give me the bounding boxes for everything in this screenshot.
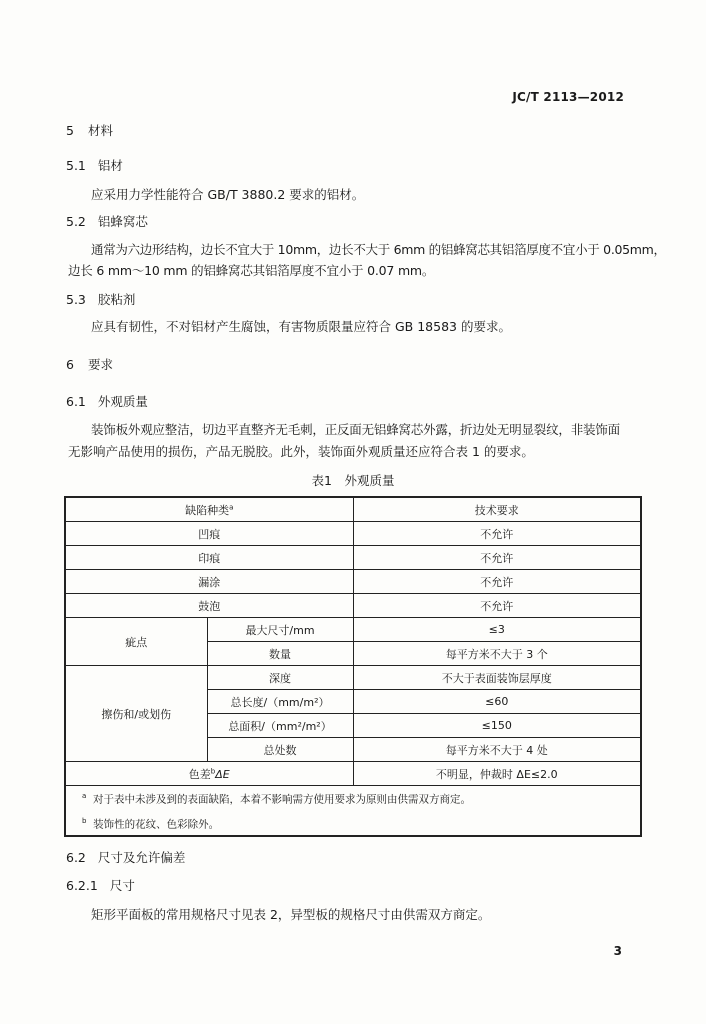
section-5-2-heading — [66, 212, 148, 230]
section-number: 5.3 — [66, 292, 86, 307]
requirement-cell: 不允许 — [353, 570, 641, 594]
footnote-text: 对于表中未涉及到的表面缺陷，本着不影响需方使用要求为原则由供需双方商定。 — [92, 793, 471, 806]
sub-item-cell: 最大尺寸/mm — [207, 618, 353, 642]
table-notes-row — [65, 786, 641, 837]
sub-item-cell: 总面积/（mm²/m²） — [207, 714, 353, 738]
defect-cell: 漏涂 — [65, 570, 353, 594]
section-6-1-text-line2: 无影响产品使用的损伤，产品无脱胶。此外，装饰面外观质量还应符合表 1 的要求。 — [68, 444, 534, 459]
section-number: 6.2 — [66, 850, 86, 865]
section-title: 铝蜂窝芯 — [97, 214, 148, 229]
table-header-row — [65, 497, 641, 522]
requirement-cell: ≤60 — [353, 690, 641, 714]
sub-item-cell: 总处数 — [207, 738, 353, 762]
section-number: 6.2.1 — [66, 878, 98, 893]
defect-cell: 凹痕 — [65, 522, 353, 546]
standard-code: JC/T 2113—2012 — [512, 90, 624, 104]
section-5-3-heading — [66, 290, 135, 308]
footnote-b — [82, 811, 640, 836]
footnote-text: 装饰性的花纹、色彩除外。 — [93, 818, 220, 830]
section-number: 5 — [66, 123, 74, 138]
section-6-2-1-heading — [66, 876, 135, 894]
header-defect-type — [65, 497, 353, 522]
header-requirement: 技术要求 — [353, 497, 641, 522]
defect-group-cell: 疵点 — [65, 618, 207, 666]
defect-cell: 印痕 — [65, 546, 353, 570]
requirement-cell: 每平方米不大于 4 处 — [353, 738, 641, 762]
requirement-cell: 不允许 — [353, 546, 641, 570]
table-row — [65, 522, 641, 546]
footnote-a — [82, 786, 640, 811]
section-number: 6 — [66, 357, 74, 372]
section-title: 尺寸 — [109, 878, 135, 893]
section-title: 材料 — [87, 123, 113, 138]
table-row — [65, 666, 641, 690]
defect-group-cell: 擦伤和/或划伤 — [65, 666, 207, 762]
footnote-mark: a — [82, 792, 87, 800]
footnote-mark: a — [229, 502, 234, 511]
page-number: 3 — [613, 944, 622, 958]
section-title: 铝材 — [97, 158, 123, 173]
section-title: 尺寸及允许偏差 — [97, 850, 186, 865]
section-6-1-heading — [66, 392, 148, 410]
section-title: 外观质量 — [97, 394, 148, 409]
section-title: 胶粘剂 — [97, 292, 136, 307]
table-caption: 表1 外观质量 — [311, 473, 395, 488]
section-6-heading — [66, 355, 113, 373]
section-5-1-heading — [66, 156, 123, 174]
section-number: 5.1 — [66, 158, 86, 173]
section-5-2-text-line2: 边长 6 mm～10 mm 的铝蜂窝芯其铝箔厚度不宜小于 0.07 mm。 — [68, 263, 435, 278]
section-number: 5.2 — [66, 214, 86, 229]
color-difference-label: 色差 — [188, 767, 211, 781]
table-row — [65, 762, 641, 786]
table-row — [65, 618, 641, 642]
table-row — [65, 594, 641, 618]
header-defect-label: 缺陷种类 — [185, 503, 230, 517]
sub-item-cell: 数量 — [207, 642, 353, 666]
requirement-cell: ≤150 — [353, 714, 641, 738]
section-6-1-text-line1: 装饰板外观应整洁，切边平直整齐无毛刺，正反面无铝蜂窝芯外露，折边处无明显裂纹，非装饰面 — [91, 422, 620, 437]
section-title: 要求 — [87, 357, 113, 372]
sub-item-cell: 深度 — [207, 666, 353, 690]
requirement-cell: 不允许 — [353, 594, 641, 618]
sub-item-cell: 总长度/（mm/m²） — [207, 690, 353, 714]
section-5-2-text-line1: 通常为六边形结构，边长不宜大于 10mm，边长不大于 6mm 的铝蜂窝芯其铝箔厚度不宜小于 0.05mm， — [91, 242, 666, 257]
defect-cell — [65, 762, 353, 786]
section-6-2-heading — [66, 848, 185, 866]
section-5-3-text: 应具有韧性，不对铝材产生腐蚀，有害物质限量应符合 GB 18583 的要求。 — [91, 319, 511, 334]
section-number: 6.1 — [66, 394, 86, 409]
requirement-cell: ≤3 — [353, 618, 641, 642]
requirement-cell: 不明显，仲裁时 ΔE≤2.0 — [353, 762, 641, 786]
section-5-heading — [66, 121, 113, 139]
appearance-quality-table — [64, 496, 642, 837]
footnote-mark: b — [82, 816, 87, 825]
delta-e-symbol: ΔE — [215, 767, 230, 781]
footnote-mark: b — [210, 766, 216, 775]
section-6-2-1-text: 矩形平面板的常用规格尺寸见表 2，异型板的规格尺寸由供需双方商定。 — [91, 907, 491, 922]
requirement-cell: 每平方米不大于 3 个 — [353, 642, 641, 666]
table-row — [65, 570, 641, 594]
section-5-1-text: 应采用力学性能符合 GB/T 3880.2 要求的铝材。 — [91, 187, 365, 202]
requirement-cell: 不大于表面装饰层厚度 — [353, 666, 641, 690]
defect-cell: 鼓泡 — [65, 594, 353, 618]
table-row — [65, 546, 641, 570]
requirement-cell: 不允许 — [353, 522, 641, 546]
table-notes — [65, 786, 641, 837]
